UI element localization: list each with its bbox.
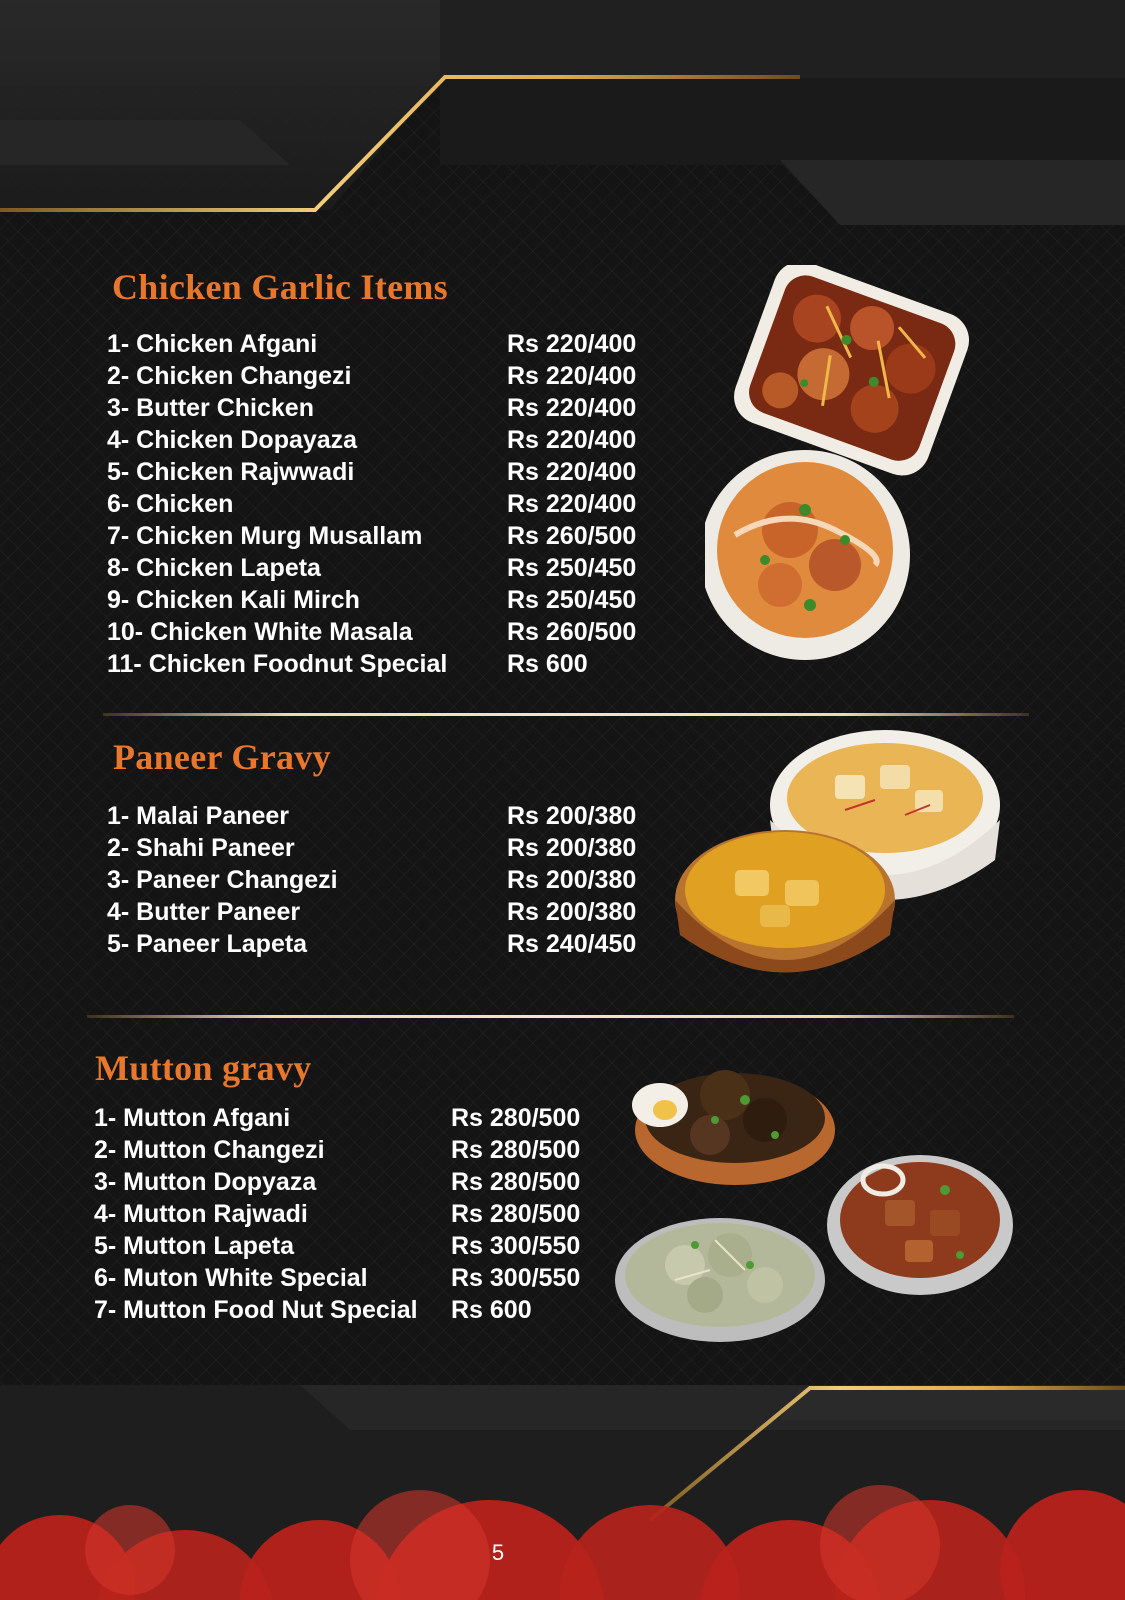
item-price: Rs 600 <box>451 1296 532 1324</box>
mutton-dish-photo <box>615 1040 1015 1345</box>
item-name: 5- Paneer Lapeta <box>107 930 308 958</box>
item-name: 7- Mutton Food Nut Special <box>94 1296 418 1324</box>
item-price: Rs 250/450 <box>507 554 637 582</box>
item-name: 3- Mutton Dopyaza <box>94 1168 317 1196</box>
item-price: Rs 220/400 <box>507 394 637 422</box>
item-price: Rs 260/500 <box>507 522 637 550</box>
item-price: Rs 220/400 <box>507 426 637 454</box>
item-name: 3- Butter Chicken <box>107 394 314 422</box>
item-name: 9- Chicken Kali Mirch <box>107 586 360 614</box>
item-price: Rs 300/550 <box>451 1232 581 1260</box>
item-price: Rs 300/550 <box>451 1264 581 1292</box>
section-divider <box>103 713 1029 716</box>
item-name: 4- Butter Paneer <box>107 898 301 926</box>
item-price: Rs 200/380 <box>507 834 637 862</box>
item-price: Rs 280/500 <box>451 1104 581 1132</box>
item-price: Rs 250/450 <box>507 586 637 614</box>
item-price: Rs 220/400 <box>507 458 637 486</box>
item-name: 1- Mutton Afgani <box>94 1104 291 1132</box>
item-name: 2- Shahi Paneer <box>107 834 295 862</box>
item-price: Rs 600 <box>507 650 588 678</box>
item-name: 8- Chicken Lapeta <box>107 554 321 582</box>
page-number: 5 <box>491 1540 505 1565</box>
item-price: Rs 280/500 <box>451 1136 581 1164</box>
item-price: Rs 200/380 <box>507 866 637 894</box>
section-title-mutton: Mutton gravy <box>95 1048 312 1088</box>
item-name: 5- Chicken Rajwwadi <box>107 458 355 486</box>
item-price: Rs 280/500 <box>451 1168 581 1196</box>
item-name: 3- Paneer Changezi <box>107 866 338 894</box>
paneer-dish-photo <box>675 730 1005 1005</box>
chicken-dish-photo <box>705 265 1005 660</box>
item-name: 11- Chicken Foodnut Special <box>107 650 448 678</box>
item-name: 2- Mutton Changezi <box>94 1136 325 1164</box>
section-title-paneer: Paneer Gravy <box>113 737 331 777</box>
item-price: Rs 280/500 <box>451 1200 581 1228</box>
item-name: 4- Mutton Rajwadi <box>94 1200 308 1228</box>
item-price: Rs 200/380 <box>507 898 637 926</box>
item-price: Rs 260/500 <box>507 618 637 646</box>
item-name: 7- Chicken Murg Musallam <box>107 522 423 550</box>
section-divider <box>87 1015 1014 1018</box>
item-name: 1- Chicken Afgani <box>107 330 318 358</box>
item-price: Rs 220/400 <box>507 330 637 358</box>
item-name: 6- Chicken <box>107 490 234 518</box>
item-name: 6- Muton White Special <box>94 1264 368 1292</box>
item-price: Rs 200/380 <box>507 802 637 830</box>
item-price: Rs 220/400 <box>507 362 637 390</box>
section-title-chicken: Chicken Garlic Items <box>112 267 448 307</box>
item-name: 2- Chicken Changezi <box>107 362 352 390</box>
item-name: 1- Malai Paneer <box>107 802 290 830</box>
item-name: 5- Mutton Lapeta <box>94 1232 294 1260</box>
item-name: 4- Chicken Dopayaza <box>107 426 358 454</box>
item-name: 10- Chicken White Masala <box>107 618 413 646</box>
item-price: Rs 220/400 <box>507 490 637 518</box>
item-price: Rs 240/450 <box>507 930 637 958</box>
